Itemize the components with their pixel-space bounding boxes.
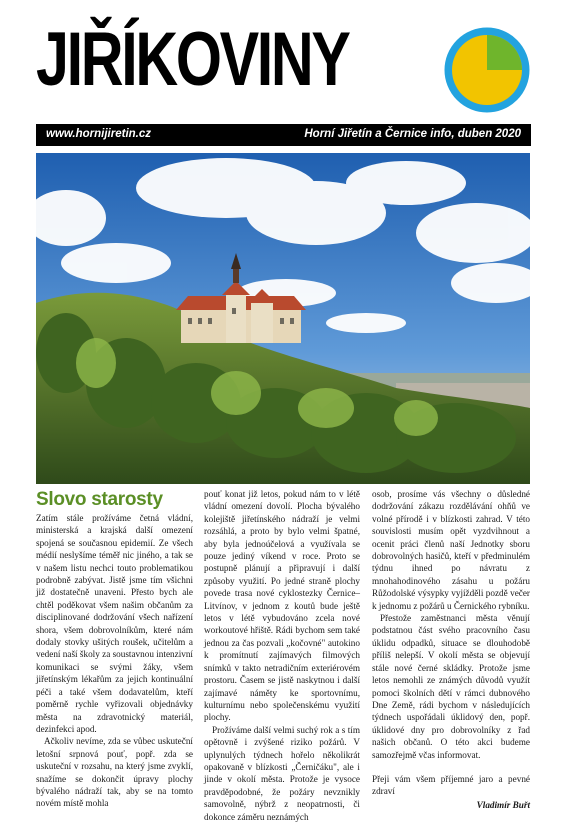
article-column-3: [372, 488, 530, 811]
castle-landscape-photo: [36, 153, 530, 484]
paragraph: Ačkoliv nevíme, zda se vůbec uskuteční letošní srpnová pouť, popř. zda se uskuteční v rozsahu, na který jsme zvyklí, snažíme se dokončit úpravy plochy bývalého nádraží tak, aby se na tomto novém místě mohla: [36, 736, 193, 809]
paragraph: osob, prosíme vás všechny o důsledné dodržování zákazu rozdělávání ohňů ve volné přírodě i v blízkosti zahrad. V této souvislosti musím opět vyzdvihnout a ocenit práci členů naší Jednotky sboru dobrovolných hasičů, kteří v předminulém týdnu ihned po návratu z mnohahodinového zásahu u požáru Růžodolské výsypky vyjížděli pozdě večer k jednomu z požárů u Černického rybníku.: [372, 489, 530, 611]
paragraph: Přestože zaměstnanci města věnují podstatnou část svého pracovního času úklidu odpadků, situace se dlouhodobě příliš nelepší. V okolí města se objevují stále nové černé skládky. Protože jsme letos nemohli ze známých důvodů využít pomoci školních dětí v rámci dubnového Dne Země, rádi bychom v následujících týdnech uspořádali úklidový den, popř. úklidové dny pro dobrovolníky z řad našich občanů. O této akci budeme samozřejmě včas informovat.: [372, 613, 530, 760]
logo-icon: [443, 26, 531, 114]
paragraph: pouť konat již letos, pokud nám to v létě vládní omezení dovolí. Plocha bývalého kolejiště jiřetínského nádraží je velmi rozsáhlá, a proto by bylo velmi špatné, aby byla jednoúčelová a využívala se pouze jediný víkend v roce. Proto se postupně plánují a připravují i další způsoby využití. Po jedné straně plochy povede trasa nové cyklostezky Černice–Litvínov, v jednom z koutů bude ještě letos v létě vybudováno zcela nové workoutové hřiště. Rádi bychom sem také jednou za čas pozvali „kočovné" autokino k promítnutí zajímavých filmových snímků v takto netradičním exteriérovém prostoru. Časem se jistě naskytnou i další zajímavé náměty ke sportovnímu, kulturnímu nebo společenskému využití plochy.: [204, 489, 360, 723]
article-heading: Slovo starosty: [36, 489, 163, 510]
paragraph: Prožíváme další velmi suchý rok a s tím opětovně i zvýšené riziko požárů. V uplynulých týdnech hořelo několikrát opakovaně v blízkosti „Černičáku", ale i jinde v okolí města. Protože je vysoce pravděpodobné, že požáry nevznikly samovolně, nýbrž z neopatrnosti, či dokonce záměru neznámých: [204, 724, 360, 822]
signature: Vladimír Buřt: [476, 799, 530, 810]
closing-greeting: Přeji vám všem příjemné jaro a pevné zdraví: [372, 773, 530, 797]
website-link[interactable]: www.hornijiretin.cz: [46, 128, 151, 140]
article-column-1: [36, 512, 193, 810]
masthead: [36, 17, 531, 122]
paragraph: Zatím stále prožíváme četná vládní, ministerská a krajská další omezení spojená se současnou epidemií. Ze všech médií neslyšíme téměř nic jiného, a tak se v našem listu nechci touto problematikou podrobně zabývat. Jistě jsme tím všichni již dostatečně unaveni. Přesto bych ale chtěl poděkovat všem našim občanům za disciplinované dodržování všech nařízení shora, všem dobrovolníkům, které nám dodaly stovky ušitých roušek, učitelům a vedení naší školy za soustavnou intenzivní komunikaci se svými žáky, všem jiřetínským lékařům za jejich kontinuální péči a také všem dodavatelům, kteří poměrně rychle vyřizovali objednávky města na zdravotnický materiál, dezinfekci apod.: [36, 513, 193, 734]
info-bar: [36, 124, 531, 146]
article-column-2: [204, 488, 360, 823]
issue-subtitle: Horní Jiřetín a Černice info, duben 2020: [304, 128, 521, 140]
newsletter-title: JIŘÍKOVINY: [36, 17, 349, 102]
